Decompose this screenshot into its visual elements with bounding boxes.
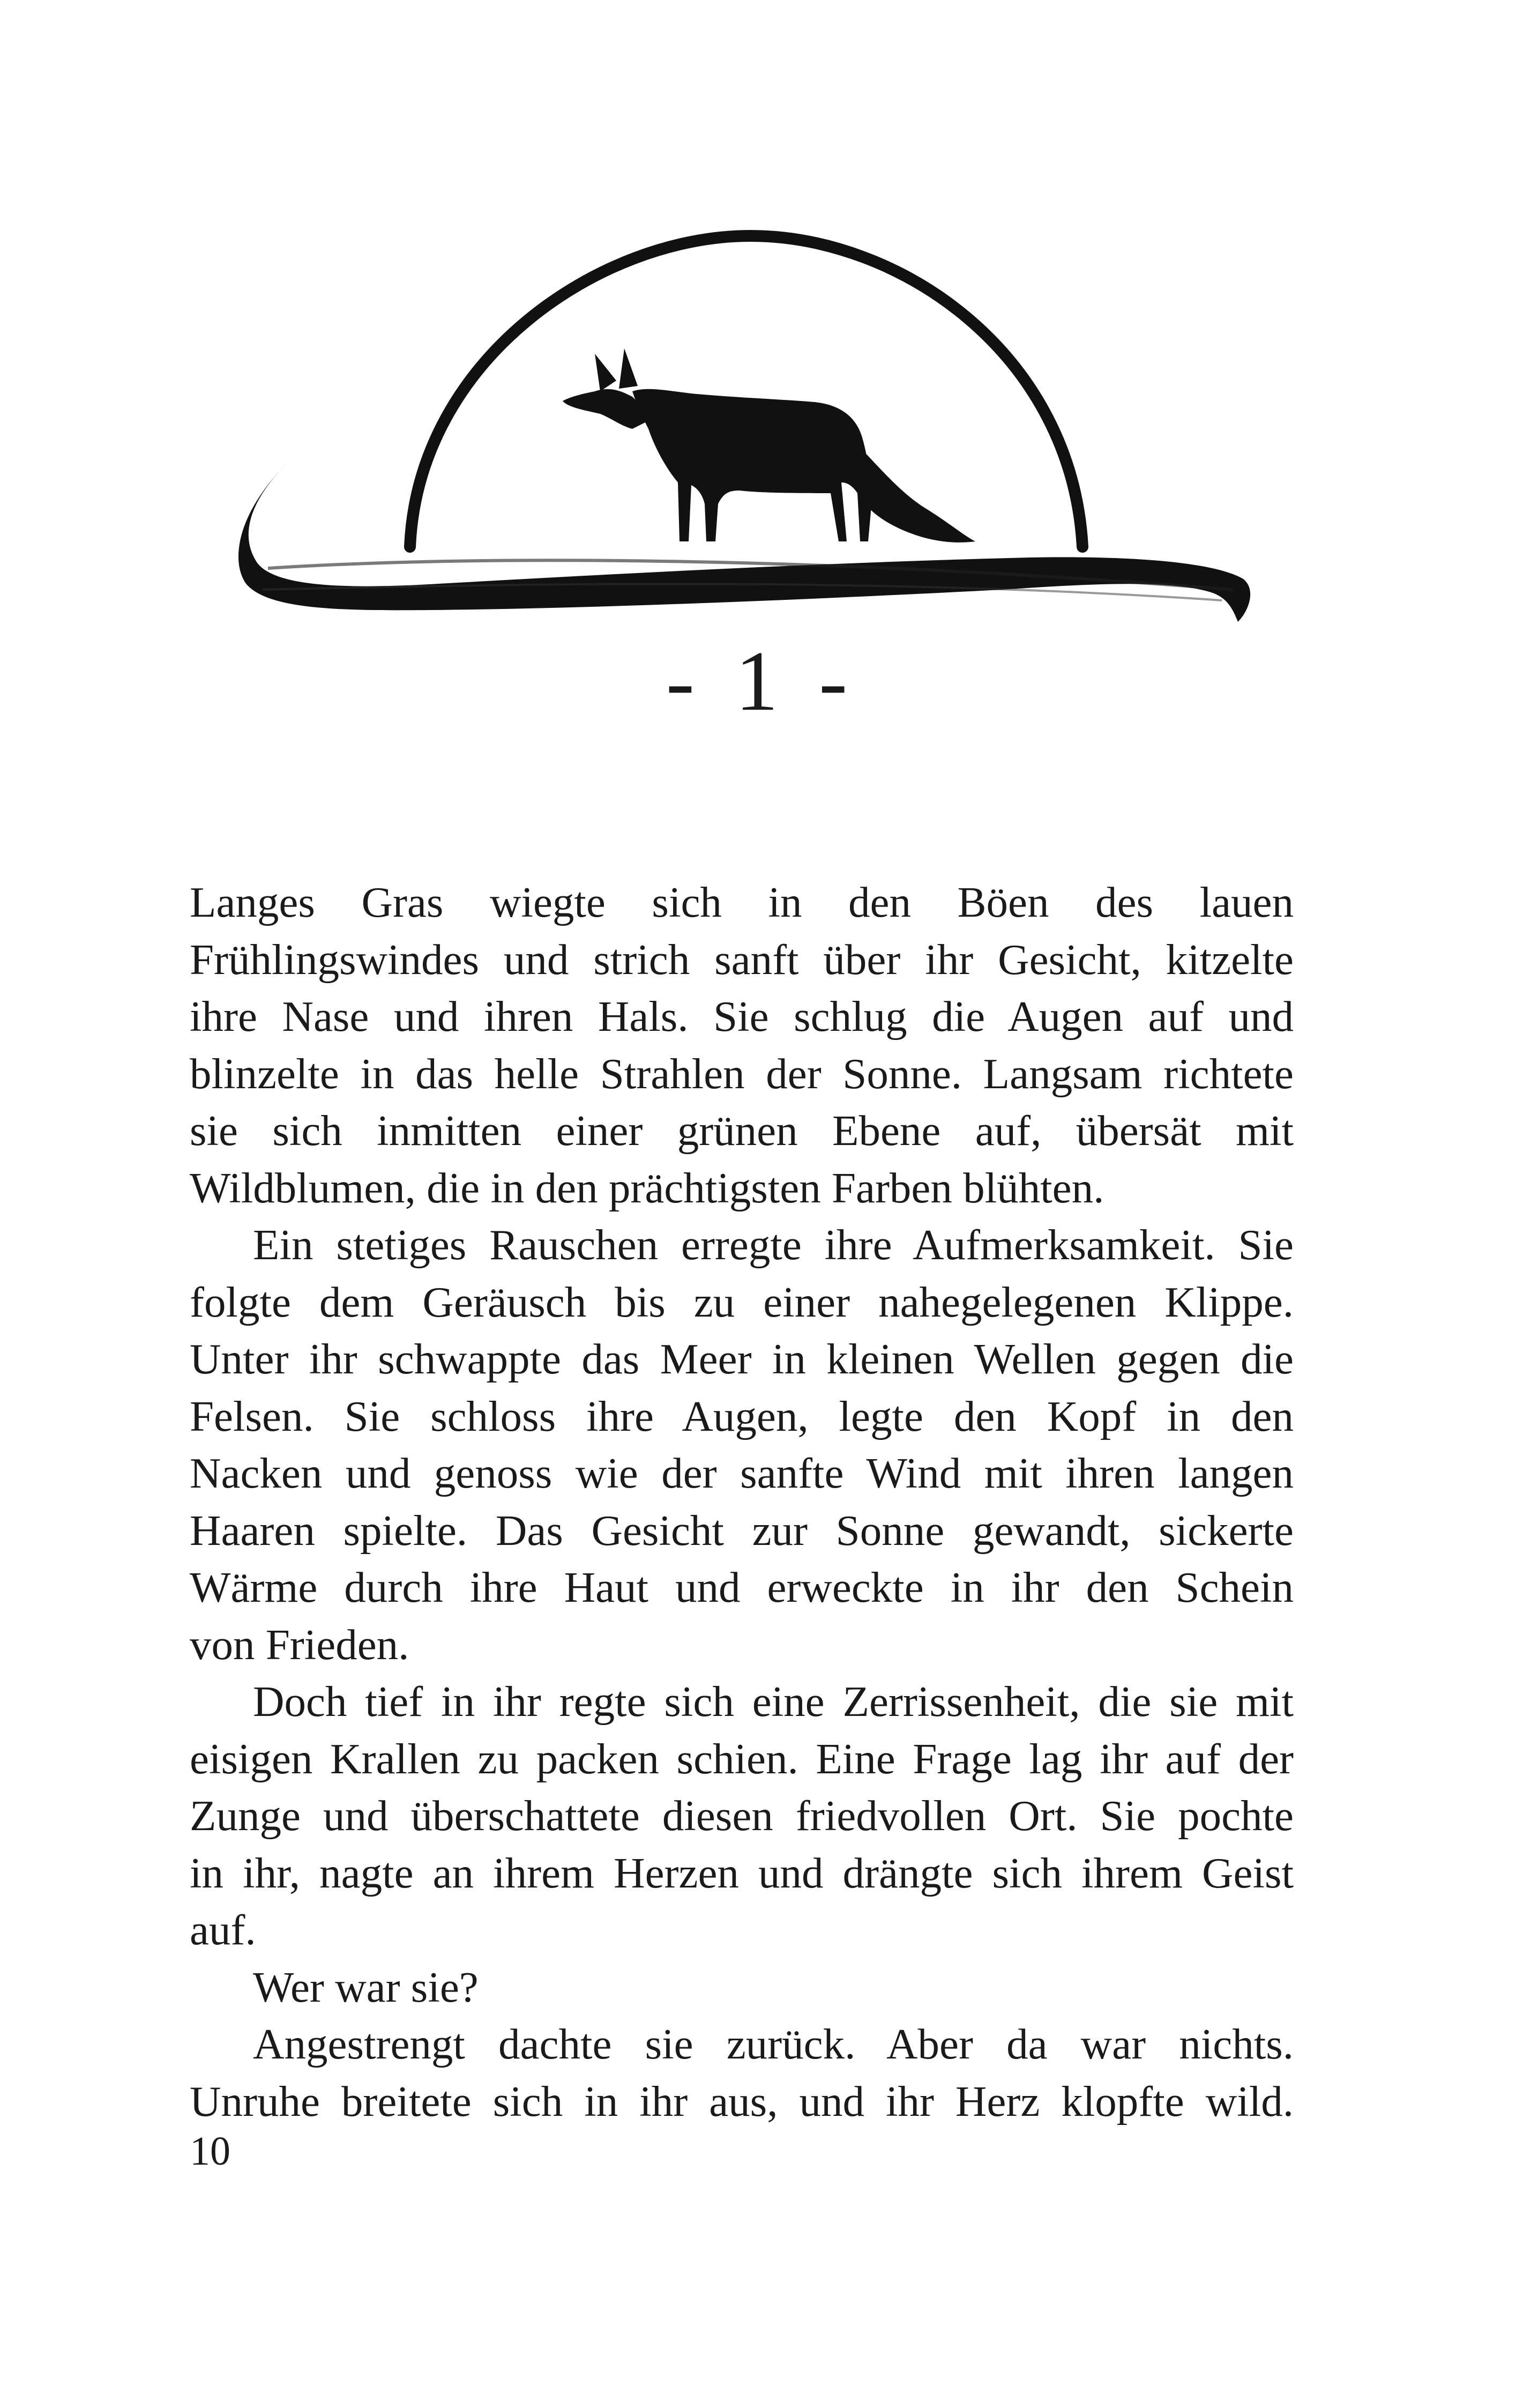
paragraph-line: Wildblumen, die in den prächtigsten Farben blühten. xyxy=(190,1163,1104,1212)
paragraph-line: Wärme durch ihre Haut und erweckte in ihr den Schein xyxy=(190,1563,1294,1611)
paragraph-line: Doch tief in ihr regte sich eine Zerrissenheit, die sie mit xyxy=(253,1677,1294,1726)
paragraph-line: folgte dem Geräusch bis zu einer nahegelegenen Klippe. xyxy=(190,1277,1294,1326)
paragraph-line: in ihr, nagte an ihrem Herzen und drängte sich ihrem Geist xyxy=(190,1848,1294,1897)
paragraph-line: Unruhe breitete sich in ihr aus, und ihr Herz klopfte wild. xyxy=(190,2077,1294,2125)
chapter-body-text xyxy=(190,874,1294,2130)
paragraph-line: sie sich inmitten einer grünen Ebene auf, übersät mit xyxy=(190,1106,1294,1155)
paragraph-line: Haaren spielte. Das Gesicht zur Sonne gewandt, sickerte xyxy=(190,1506,1294,1555)
paragraph-line: Zunge und überschattete diesen friedvollen Ort. Sie pochte xyxy=(190,1792,1294,1840)
paragraph-line: auf. xyxy=(190,1906,256,1954)
chapter-number: - 1 - xyxy=(666,633,857,729)
paragraph-line: von Frieden. xyxy=(190,1620,409,1669)
paragraph-line: blinzelte in das helle Strahlen der Sonne. Langsam richtete xyxy=(190,1049,1294,1098)
paragraph-line: Nacken und genoss wie der sanfte Wind mit ihren langen xyxy=(190,1449,1294,1497)
paragraph-line: Langes Gras wiegte sich in den Böen des lauen xyxy=(190,878,1294,926)
paragraph-line: Angestrengt dachte sie zurück. Aber da war nichts. xyxy=(253,2020,1294,2068)
paragraph-line: eisigen Krallen zu packen schien. Eine Frage lag ihr auf der xyxy=(190,1734,1294,1783)
paragraph-line: Wer war sie? xyxy=(253,1963,479,2011)
page-number: 10 xyxy=(190,2129,230,2174)
paragraph-line: Frühlingswindes und strich sanft über ihr Gesicht, kitzelte xyxy=(190,935,1294,984)
paragraph-line: Felsen. Sie schloss ihre Augen, legte den Kopf in den xyxy=(190,1392,1294,1440)
paragraph-line: ihre Nase und ihren Hals. Sie schlug die Augen auf und xyxy=(190,992,1294,1041)
paragraph-line: Unter ihr schwappte das Meer in kleinen Wellen gegen die xyxy=(190,1335,1294,1383)
fox-on-horizon-icon xyxy=(225,214,1265,633)
paragraph-line: Ein stetiges Rauschen erregte ihre Aufmerksamkeit. Sie xyxy=(253,1221,1294,1269)
